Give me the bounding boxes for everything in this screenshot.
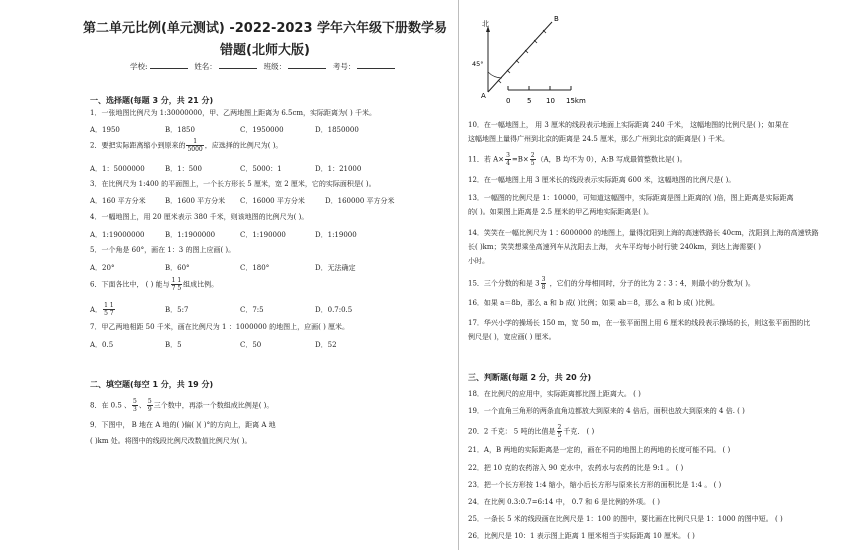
option: A．1:19000000 [90,231,145,239]
option: A．160 平方分米 [90,197,146,205]
denominator: 5 7 [104,310,114,317]
north-label: 北 [482,20,489,28]
question-4-options [90,230,357,240]
numerator: 5 [147,398,152,405]
question-8-text-a: 8．在 0.5 、 [90,401,132,410]
school-label: 学校: [130,62,148,71]
question-19: 19．一个直角三角形的两条直角边都放大到原来的 4 倍后，面积也放大到原来的 4 倍. ( ) [468,407,745,415]
numerator: 2 [557,424,562,431]
denominator: 7 5 [171,285,182,292]
question-15-text-a: 15．三个分数的和是 3 [468,279,540,288]
angle-label: 45° [472,60,484,68]
numerator: 5 [133,398,137,405]
question-10: 10．在一幅地图上， 用 3 厘米的线段表示地面上实际距离 240 千米， 这幅地图的比例尺是( )；如果在 [468,121,789,129]
option: C．50 [240,341,262,349]
point-b-label: B [554,15,559,23]
question-20-text-b: 千克． ( ) [563,427,595,436]
question-13: 13．一幅图的比例尺是 1：10000，可知道这幅图中，实际距离是图上距离的( )倍，图上距离是实际距离 [468,194,794,202]
question-25: 25．一条长 5 米的线段画在比例尺是 1：100 的图中，要比画在比例尺只是 1：1000 的图中短。 ( ) [468,515,783,523]
question-2-options [90,164,361,174]
question-11-text-b: =B× [511,155,529,164]
scale-label: 0 [506,97,511,105]
question-8-text-c: 三个数中，再添一个数组成比例是( )。 [153,401,274,410]
option: C．1:190000 [240,231,286,239]
fraction [505,152,511,167]
numerator: 1 1 [104,302,114,309]
numerator: 2 [530,152,535,159]
fraction [557,424,563,439]
direction-line-a-b [488,22,552,92]
question-17: 17．华兴小学的操场长 150 m，宽 50 m，在一张平面图上用 6 厘米的线段表示操场的长，则这张平面图的比 [468,319,811,327]
student-info-line [130,61,397,72]
exam-number-blank[interactable] [357,62,395,69]
numerator: 1 1 [171,277,182,284]
question-11-text-c: （A，B 均不为 0），A:B 写成最简整数比是( )。 [536,155,687,164]
question-6 [90,277,218,292]
question-24: 24．在比例 0.3:0.7=6:14 中， 0.7 和 6 是比例的外项。 ( ) [468,498,660,506]
option: C．7:5 [240,305,264,314]
question-14: 14．笑笑在一幅比例尺为 1∶6000000 的地图上，量得沈阳到上海的高速铁路长 40cm，沈阳到上海的高速铁路 [468,229,819,237]
question-18: 18．在比例尺的应用中，实际距离都比图上距离大。 ( ) [468,390,641,398]
option: D．0.7:0.5 [315,305,353,314]
option: B．5:7 [165,305,189,314]
denominator: 5 [530,160,535,167]
question-2-text-b: ，应选择的比例尺为( )。 [204,141,283,150]
question-9-line-2: ( )km 处。将图中的线段比例尺改数值比例尺为( )。 [90,437,252,445]
page-title: 第二单元比例(单元测试) -2022-2023 学年六年级下册数学易错题(北师大版) [82,21,448,58]
option: C．5000：1 [240,165,282,173]
question-4: 4．一幅地图上，用 20 厘米表示 380 千米，则该地图的比例尺为( )。 [90,213,309,221]
denominator: 9 [147,406,152,413]
denominator: 4 [506,160,510,167]
option-letter: A． [90,305,103,314]
class-label: 班级： [263,62,287,71]
numerator: 1 [186,138,203,146]
question-15-text-b: ，它们的分母相同时，分子的比为 2∶3∶4，则最小的分数为( )。 [547,279,755,288]
column-divider [458,0,459,550]
school-blank[interactable] [150,62,188,69]
option: A．0.5 [90,341,114,349]
angle-arc [488,72,502,78]
question-13-line-2: 的( )。如果图上距离是 2.5 厘米的甲乙两地实际距离是( )。 [468,208,653,216]
option: D．1850000 [315,126,359,134]
exam-number-label: 考号： [332,62,356,71]
option: B．1600 平方分米 [165,197,226,205]
scale-label: 5 [527,97,532,105]
question-2 [90,138,282,153]
class-blank[interactable] [288,62,326,69]
question-8 [90,398,273,413]
denominator: 5 [557,432,562,439]
option: B．1:1900000 [165,231,216,239]
tick-mark [498,80,501,83]
option: A．1：5000000 [90,165,145,173]
question-7: 7．甲乙两地相距 50 千米，画在比例尺为 1 ：1000000 的地图上，应画( ) 厘米。 [90,323,350,331]
scale-label: 15km [566,97,586,105]
question-5: 5．一个角是 60°，画在 1：3 的图上应画( )。 [90,246,236,254]
question-3-options [90,196,395,206]
question-23: 23．把一个长方形按 1:4 缩小，缩小后长方形与原来长方形的面积比是 1:4 。 ( ) [468,481,722,489]
question-11 [468,152,687,167]
question-14-line-3: 小时。 [468,257,489,265]
question-20-text-a: 20．2 千克： 5 吨的比值是 [468,427,556,436]
fraction [530,152,536,167]
section-heading-judge: 三、判断题(每题 2 分，共 20 分) [468,373,592,382]
question-6-text-b: 组成比例。 [183,280,219,289]
fraction [132,398,138,413]
question-16: 16．如果 a＝8b，那么 a 和 b 成( )比例；如果 ab＝8，那么 a 和 b 成( )比例。 [468,299,720,307]
option: A．20° [90,264,115,272]
numerator: 3 [541,276,546,283]
question-6-options [90,302,352,317]
direction-diagram-svg [470,10,620,110]
question-15 [468,276,755,291]
question-3: 3．在比例尺为 1:400 的平面图上，一个长方形长 5 厘米，宽 2 厘米，它的实际面积是( )。 [90,180,376,188]
option: D．1:19000 [315,231,357,239]
option: C．16000 平方分米 [240,197,305,205]
option: D．1：21000 [315,165,362,173]
question-12: 12．在一幅地图上用 3 厘米长的线段表示实际距离 600 米，这幅地图的比例尺是( )。 [468,176,736,184]
option [90,302,165,317]
section-heading-choice: 一、选择题(每题 3 分，共 21 分) [90,96,214,105]
question-10-line-2: 这幅地图上量得广州到北京的距离是 24.5 厘米，那么广州到北京的距离是( ) 千米。 [468,135,729,143]
numerator: 3 [506,152,510,159]
fraction [171,277,183,292]
question-5-options [90,263,356,273]
denominator: 5000 [187,146,203,153]
question-17-line-2: 例尺是( )，宽应画( ) 厘米。 [468,333,556,341]
section-heading-fill: 二、填空题(每空 1 分，共 19 分) [90,380,214,389]
name-blank[interactable] [219,62,257,69]
question-11-text-a: 11．若 A× [468,155,505,164]
option: A．1950 [90,126,120,134]
option: C．1950000 [240,126,284,134]
question-26: 26．比例尺是 10：1 表示图上距离 1 厘米相当于实际距离 10 厘米。 ( ) [468,532,695,540]
question-6-text-a: 6．下面各比中， ( ) 能与 [90,280,170,289]
option: B．1850 [165,126,195,134]
question-9: 9．下图中， B 地在 A 地的( )偏( )( )°的方向上，距离 A 地 [90,421,276,429]
fraction [186,138,203,153]
fraction [103,302,115,317]
question-1: 1．一张地图比例尺为 1:30000000，甲、乙两地图上距离为 6.5cm，实际距离为( ) 千米。 [90,109,376,117]
tick-mark [507,70,510,73]
question-20 [468,424,594,439]
direction-diagram [470,10,620,110]
question-21: 21．A，B 两地的实际距离是一定的，画在不同的地图上的两地的长度可能不同。 ( ) [468,446,731,454]
question-22: 22．把 10 克的农药溶入 90 克水中，农药水与农药的比是 9:1 。 ( ) [468,464,684,472]
option: D．160000 平方分米 [325,197,395,205]
option: B．60° [165,264,190,272]
denominator: 8 [541,284,546,291]
option: B．5 [165,341,182,349]
question-2-text-a: 2．要把实际距离缩小到原来的 [90,141,186,150]
option: B．1：500 [165,165,202,173]
option: C．180° [240,264,270,272]
question-7-options [90,340,337,350]
question-14-line-2: 长( )km；笑笑想乘坐高速列车从沈阳去上海， 火车平均每小时行驶 240km，到达上海需要( ) [468,243,761,251]
fraction [147,398,153,413]
denominator: 3 [133,406,137,413]
option: D．52 [315,341,337,349]
fraction [541,276,547,291]
point-a-label: A [481,92,486,100]
question-8-text-b: 、 [138,401,146,410]
name-label: 姓名： [194,62,217,71]
option: D．无法确定 [315,264,356,272]
question-1-options [90,125,359,135]
scale-label: 10 [546,97,555,105]
